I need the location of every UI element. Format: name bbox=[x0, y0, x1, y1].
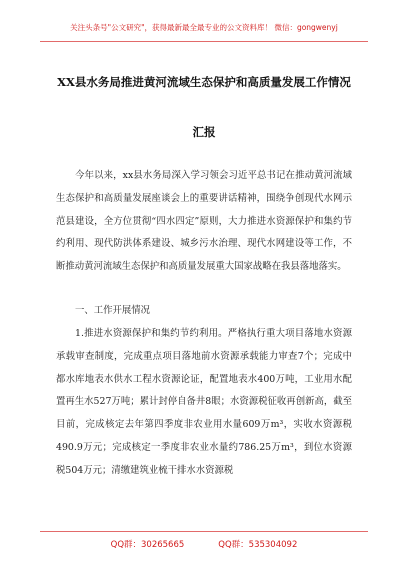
header-banner: 关注头条号"公文研究"，获得最新最全最专业的公文资料库！ 微信：gongwenyj bbox=[70, 23, 338, 32]
paragraph-intro-text: 今年以来，xx县水务局深入学习领会习近平总书记在推动黄河流域生态保护和高质量发展座谈会上的重要讲话精神，围绕争创现代水网示范县建设，全方位贯彻“四水四定”原则，大力推进水资源保护和集约节约利用、现代防洪体系建设、城乡污水治理、现代水网建设等工作，不断推动黄河流域生态保护和高质量发展重大国家战略在我县落地落实。 bbox=[56, 170, 352, 273]
footer-divider bbox=[40, 531, 368, 532]
section-heading-text: 一、工作开展情况 bbox=[75, 305, 151, 316]
footer-qq-group-1: QQ群：30265665 bbox=[110, 540, 185, 550]
footer bbox=[0, 538, 408, 550]
footer-qq-group-2: QQ群：535304092 bbox=[218, 540, 298, 550]
document-title: XX县水务局推进黄河流域生态保护和高质量发展工作情况 bbox=[57, 75, 351, 89]
paragraph-intro bbox=[56, 165, 352, 279]
document-subtitle: 汇报 bbox=[192, 125, 216, 139]
header-divider bbox=[40, 41, 368, 42]
paragraph-water-resources bbox=[56, 323, 352, 483]
paragraph-water-resources-text: 1.推进水资源保护和集约节约利用。严格执行重大项目落地水资源承载审查制度，完成重点项目落地前水资源承载能力审查7个；完成中都水库地表水供水工程水资源论证，配置地表水400万吨，工业用水配置再生水527万吨；累计封停自备井8眼；水资源税征收再创新高，截至目前，完成核定去年第四季度非农业用水量609万m³，实收水资源税490.9万元；完成核定一季度非农业水量约786.25万m³，到位水资源税504万元；清缴建筑业梳干排水水资源税 bbox=[56, 328, 352, 476]
section-heading bbox=[56, 300, 352, 323]
